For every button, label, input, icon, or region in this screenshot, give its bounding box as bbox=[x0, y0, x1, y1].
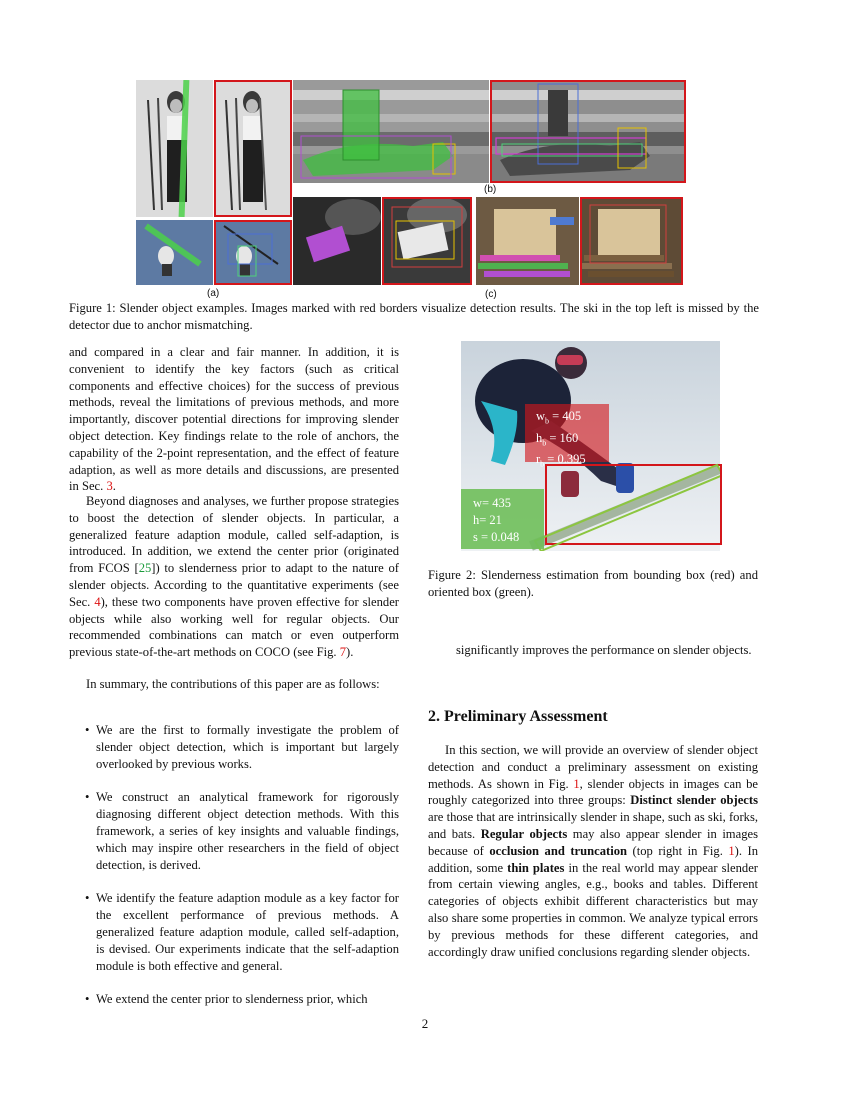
fig2-rb: $r_b = 0.395$ bbox=[536, 452, 586, 469]
fig1-b-horse-illustration bbox=[293, 80, 489, 183]
fig1-label-b: (b) bbox=[484, 184, 497, 195]
fig1-c-remote-original bbox=[293, 197, 381, 285]
fig2-green-label-box bbox=[461, 489, 544, 549]
section-2-paragraph: In this section, we will provide an overview of slender object detection and conduct a preliminary assessment on existing methods. As shown in Fig. 1, slender objects in images can be roughly categorized into three groups: Distinct slender objects are those that are intrinsically slender in shape, such as ski, forks, and bats. Regular objects may also appear slender in images because of occlusion and truncation (top right in Fig. 1). In addition, some thin plates in the real world may appear slender from certain viewing angles, e.g., books and tables. Different categories of objects exhibit different characteristics but may also share some properties in common. We analyze typical errors by previous methods for these different categories, and accordingly draw unified conclusions regarding slender objects. bbox=[428, 743, 758, 959]
fig1-c-remote-detection bbox=[382, 197, 472, 285]
fig2-s: s = 0.048 bbox=[473, 530, 520, 544]
figure-2-caption: Figure 2: Slenderness estimation from bounding box (red) and oriented box (green). bbox=[428, 568, 758, 599]
contributions-list bbox=[85, 722, 399, 1025]
page-number: 2 bbox=[421, 1016, 429, 1031]
contribution-item: • We extend the center prior to slenderness prior, which bbox=[85, 992, 368, 1007]
fig1-c-remote-illustration bbox=[293, 197, 381, 285]
fig1-c-books-original bbox=[476, 197, 579, 285]
ref-fig-7[interactable]: 7 bbox=[339, 645, 347, 660]
ref-fig-1[interactable]: 1 bbox=[573, 776, 580, 791]
fig1-a-detection-photo bbox=[214, 80, 292, 217]
fig1-b-detection-photo bbox=[490, 80, 686, 183]
contribution-item: • We identify the feature adaption module as a key factor for the excellent performance of previous methods. A generalized feature adaption module, called self-adaption, is devised. Our experiments indicate that the self-adaption module is both effective and general. bbox=[85, 891, 399, 973]
fig1-a-woman-illustration bbox=[136, 80, 213, 217]
section-2-title: 2. Preliminary Assessment bbox=[428, 708, 608, 725]
figure-1 bbox=[136, 80, 686, 305]
contribution-item: • We are the first to formally investigate the problem of slender object detection, which is important but largely overlooked by previous works. bbox=[85, 723, 399, 771]
fig1-c-books-detection bbox=[580, 197, 683, 285]
left-paragraph-2: Beyond diagnoses and analyses, we further propose strategies to boost the detection of slender objects. In particular, a generalized feature adaption module, called self-adaption, is introduced. In addition, we extend the center prior (originated from FCOS [25]) to slenderness prior to adapt to the nature of slender objects. According to the quantitative experiments (see Sec. 4), these two components have proven effective for slender objects while also working well for regular objects. Our recommended combinations can match or even outperform previous state-of-the-art methods on COCO (see Fig. 7). bbox=[69, 494, 399, 660]
fig1-b-original-photo bbox=[293, 80, 489, 183]
left-paragraph-3: In summary, the contributions of this paper are as follows: bbox=[86, 677, 380, 691]
ref-fig-1b[interactable]: 1 bbox=[728, 843, 735, 858]
fig2-w: w= 435 bbox=[473, 496, 511, 510]
fig1-label-c: (c) bbox=[485, 289, 497, 300]
fig1-a-bottom-original bbox=[136, 220, 213, 285]
fig1-a-bottom-detection bbox=[214, 220, 292, 285]
left-paragraph-1: and compared in a clear and fair manner. In addition, it is convenient to identify the key factors (such as critical components and effective choices) for the success of previous methods, reveal the limitations of previous methods, and more importantly, discover potential directions for improving slender object detection. Key findings relate to the role of anchors, the capability of the 2-point representation, and the effect of feature adaption, as well as more details and discussions, are presented in Sec. 3. bbox=[69, 345, 399, 494]
figure-2 bbox=[461, 341, 720, 551]
ref-sec-3[interactable]: 3 bbox=[106, 479, 113, 494]
fig1-a-skier-illustration bbox=[136, 220, 213, 285]
fig2-h: h= 21 bbox=[473, 513, 502, 527]
fig2-wb: $w_b = 405$ bbox=[536, 409, 582, 426]
ref-citation-25[interactable]: 25 bbox=[138, 561, 152, 576]
contribution-item: • We construct an analytical framework for rigorously diagnosing different object detection methods. With this framework, a series of key insights and valuable findings, which may inspire other researchers in the field of object detection, is derived. bbox=[85, 790, 399, 872]
right-continuation: significantly improves the performance on slender objects. bbox=[456, 643, 752, 657]
fig2-hb: $h_b = 160$ bbox=[536, 430, 579, 447]
fig1-label-a: (a) bbox=[207, 288, 220, 299]
fig1-a-original-photo bbox=[136, 80, 213, 217]
ref-sec-4[interactable]: 4 bbox=[94, 594, 101, 609]
fig1-c-books-illustration bbox=[476, 197, 579, 285]
figure-1-caption: Figure 1: Slender object examples. Images marked with red borders visualize detection results. The ski in the top left is missed by the detector due to anchor mismatching. bbox=[69, 301, 759, 332]
